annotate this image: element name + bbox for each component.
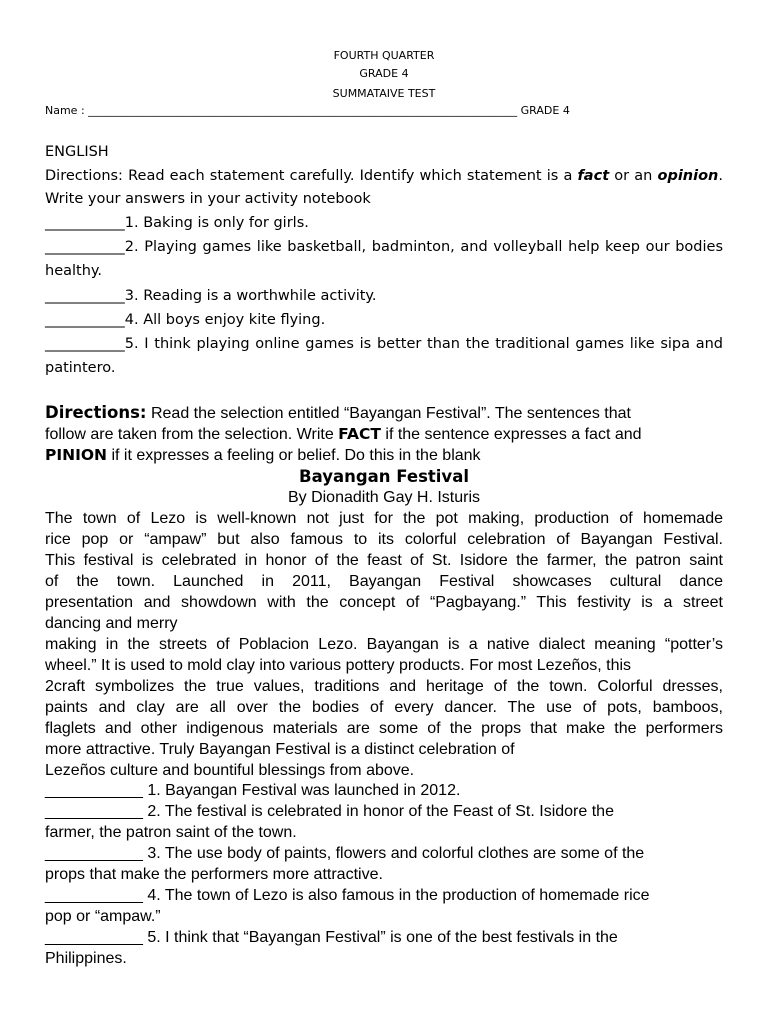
test-heading: SUMMATAIVE TEST: [332, 87, 436, 100]
part1-item-2-cont: healthy.: [45, 263, 103, 279]
part2-directions-line1: [45, 402, 723, 424]
part2-directions-line3: [45, 445, 723, 466]
part2-item-3: ___________ 3. The use body of paints, flowers and colorful clothes are some of the: [45, 845, 645, 862]
part2-directions-text-4: if it expresses a feeling or belief. Do this in the blank: [107, 447, 481, 464]
passage-line: dancing and merry: [45, 615, 178, 632]
part1-item-5-cont: patintero.: [45, 360, 116, 376]
passage-line: The town of Lezo is well-known not just for the pot making, production of homemade: [45, 510, 723, 527]
fact-keyword: FACT: [338, 425, 381, 443]
part1-item-2: ___________2. Playing games like basketball, badminton, and volleyball help keep our bodies: [45, 239, 723, 255]
part1-item-3: ___________3. Reading is a worthwhile activity.: [45, 288, 377, 304]
part2-item-3-cont: props that make the performers more attractive.: [45, 866, 383, 883]
part1-directions-line2: Write your answers in your activity notebook: [45, 191, 371, 207]
fact-word: fact: [577, 168, 610, 184]
selection-title: [45, 466, 723, 488]
part1-item-4: ___________4. All boys enjoy kite flying.: [45, 312, 326, 328]
part1-item-5: ___________5. I think playing online games is better than the traditional games like sipa and: [45, 336, 723, 352]
part1-directions-or: or an: [609, 168, 658, 184]
part2-directions-line2: [45, 424, 723, 445]
part2-item-5-cont: Philippines.: [45, 950, 127, 967]
part2-directions-text-3: if the sentence expresses a fact and: [380, 426, 642, 443]
part2-item-2: ___________ 2. The festival is celebrated in honor of the Feast of St. Isidore the: [45, 803, 614, 820]
part1-directions-line1: [45, 164, 723, 188]
passage-line: flaglets and other indigenous materials are some of the props that make the performers: [45, 720, 723, 737]
passage-line: making in the streets of Poblacion Lezo. Bayangan is a native dialect meaning “potter’s: [45, 636, 723, 653]
passage-line: wheel.” It is used to mold clay into various pottery products. For most Lezeños, this: [45, 657, 632, 674]
passage-line: of the town. Launched in 2011, Bayangan Festival showcases cultural dance: [45, 573, 723, 590]
pinion-keyword: PINION: [45, 446, 108, 464]
name-grade: GRADE 4: [520, 104, 570, 117]
grade-heading: GRADE 4: [359, 67, 409, 80]
part2-item-4: ___________ 4. The town of Lezo is also famous in the production of homemade rice: [45, 887, 650, 904]
passage-line: more attractive. Truly Bayangan Festival is a distinct celebration of: [45, 741, 515, 758]
part2-item-5: ___________ 5. I think that “Bayangan Festival” is one of the best festivals in the: [45, 929, 618, 946]
part1-item-1: ___________1. Baking is only for girls.: [45, 215, 309, 231]
directions-label: Directions:: [45, 403, 147, 422]
subject-label: ENGLISH: [45, 144, 109, 160]
name-line: [45, 103, 725, 119]
passage-line: This festival is celebrated in honor of the feast of St. Isidore the farmer, the patron saint: [45, 552, 723, 569]
passage-line: paints and clay are all over the bodies of every dancer. The use of pots, bamboos,: [45, 699, 723, 716]
part2-directions-text-2: follow are taken from the selection. Write: [45, 426, 339, 443]
passage-line: Lezeños culture and bountiful blessings from above.: [45, 762, 415, 779]
passage-line: rice pop or “ampaw” but also famous to its colorful celebration of Bayangan Festival.: [45, 531, 723, 548]
opinion-word: opinion: [657, 168, 719, 184]
selection-author: By Dionadith Gay H. Isturis: [287, 489, 481, 506]
part2-item-2-cont: farmer, the patron saint of the town.: [45, 824, 297, 841]
passage-line: presentation and showdown with the concept of “Pagbayang.” This festivity is a street: [45, 594, 723, 611]
passage-line: 2craft symbolizes the true values, traditions and heritage of the town. Colorful dresses,: [45, 678, 723, 695]
part1-directions-text: Directions: Read each statement carefully. Identify which statement is a: [45, 168, 578, 184]
quarter-heading: FOURTH QUARTER: [333, 49, 435, 62]
part2-item-4-cont: pop or “ampaw.”: [45, 908, 161, 925]
part2-item-1: ___________ 1. Bayangan Festival was launched in 2012.: [45, 782, 461, 799]
part1-directions-end: .: [718, 168, 723, 184]
part2-directions-text: Read the selection entitled “Bayangan Festival”. The sentences that: [146, 405, 631, 422]
name-label: Name : ______________________________________________________________________________: [45, 104, 518, 117]
selection-title-text: Bayangan Festival: [299, 467, 469, 486]
